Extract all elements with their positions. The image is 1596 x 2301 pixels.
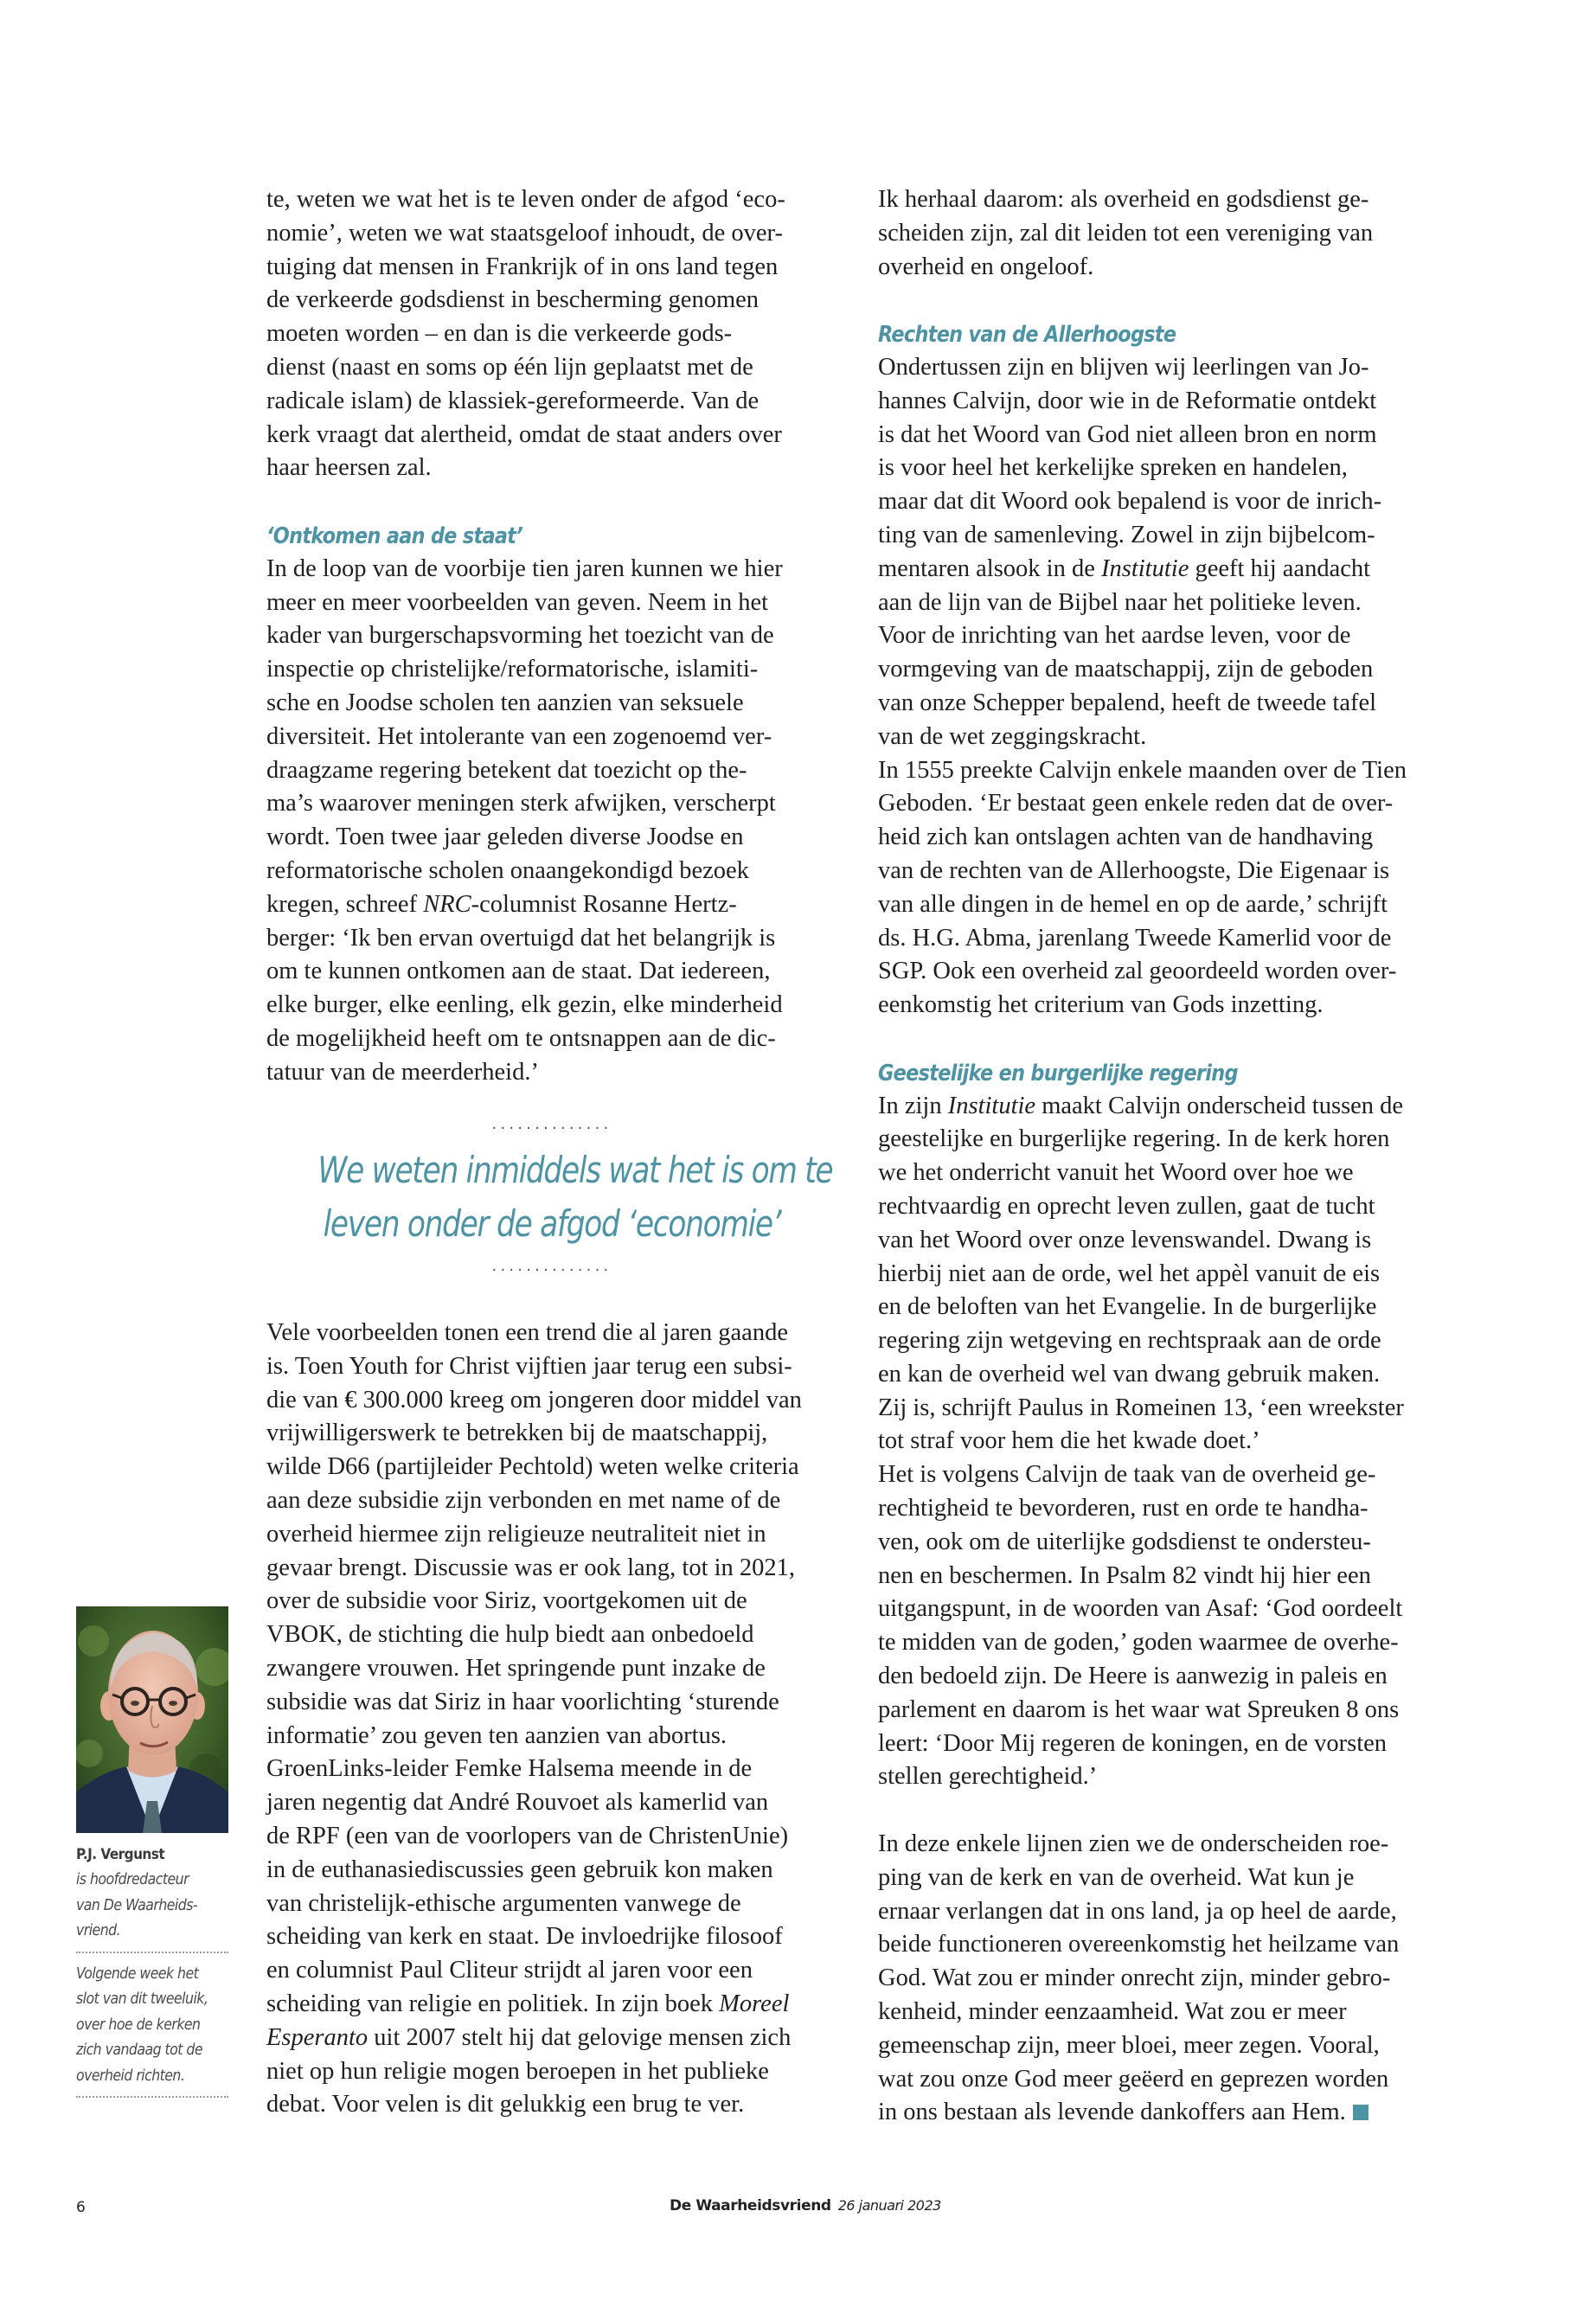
text-line: inspectie op christelijke/reformatorische, islamiti- bbox=[266, 656, 759, 683]
text-line: en de beloften van het Evangelie. In de burgerlijke bbox=[878, 1293, 1377, 1321]
text-line: stellen gerechtigheid.’ bbox=[878, 1763, 1098, 1791]
page-number: 6 bbox=[76, 2199, 86, 2216]
paragraph bbox=[878, 183, 1459, 284]
text-line: regering zijn wetgeving en rechtspraak aan de orde bbox=[878, 1327, 1381, 1355]
caption-line: over hoe de kerken bbox=[76, 2016, 201, 2034]
text-line: diversiteit. Het intolerante van een zogenoemd ver- bbox=[266, 722, 772, 750]
pull-quote-line: We weten inmiddels wat het is om te bbox=[317, 1149, 833, 1191]
text-line: scheiding van kerk en staat. De invloedrijke filosoof bbox=[266, 1923, 783, 1951]
text-line: wordt. Toen twee jaar geleden diverse Joodse en bbox=[266, 824, 744, 851]
text-line: sche en Joodse scholen ten aanzien van seksuele bbox=[266, 689, 744, 716]
author-bio bbox=[76, 1868, 230, 1945]
publication-date: 26 januari 2023 bbox=[837, 2197, 941, 2214]
text-line: Het is volgens Calvijn de taak van de overheid ge- bbox=[878, 1461, 1376, 1489]
text-line: ven, ook om de uiterlijke godsdienst te ondersteu- bbox=[878, 1528, 1371, 1555]
text-line: God. Wat zou er minder onrecht zijn, minder gebro- bbox=[878, 1965, 1391, 1992]
article-column-left-lower bbox=[266, 1317, 837, 2122]
text-line: tatuur van de meerderheid.’ bbox=[266, 1058, 539, 1086]
section-heading: Geestelijke en burgerlijke regering bbox=[878, 1060, 1238, 1086]
text-line: subsidie was dat Siriz in haar voorlichting ‘sturende bbox=[266, 1688, 779, 1715]
section-heading: Rechten van de Allerhoogste bbox=[878, 322, 1176, 349]
text-line: is. Toen Youth for Christ vijftien jaar terug een subsi- bbox=[266, 1352, 792, 1380]
text-line: overheid en ongeloof. bbox=[878, 253, 1094, 280]
text-line: zwangere vrouwen. Het springende punt inzake de bbox=[266, 1654, 766, 1682]
paragraph bbox=[266, 553, 837, 1090]
spacer bbox=[878, 1794, 1459, 1828]
book-title: Institutie bbox=[1101, 554, 1189, 582]
text-line: in ons bestaan als levende dankoffers aan Hem. bbox=[878, 2096, 1459, 2130]
text-line: van de wet zeggingskracht. bbox=[878, 722, 1147, 750]
section-heading: ‘Ontkomen aan de staat’ bbox=[266, 522, 523, 549]
text-line: van de rechten van de Allerhoogste, Die Eigenaar is bbox=[878, 856, 1390, 884]
text-line: ds. H.G. Abma, jarenlang Tweede Kamerlid voor de bbox=[878, 924, 1392, 952]
caption-line: is hoofdredacteur bbox=[76, 1871, 189, 1888]
text-line: aan de lijn van de Bijbel naar het politieke leven. bbox=[878, 588, 1362, 616]
text-line: ting van de samenleving. Zowel in zijn bijbelcom- bbox=[878, 521, 1375, 548]
text-line: informatie’ zou geven ten aanzien van abortus. bbox=[266, 1721, 727, 1749]
text-line: en columnist Paul Cliteur strijdt al jaren voor een bbox=[266, 1957, 753, 1984]
text-line: Zij is, schrijft Paulus in Romeinen 13, ‘een wreekster bbox=[878, 1394, 1404, 1421]
text-line: over de subsidie voor Siriz, voortgekomen uit de bbox=[266, 1587, 747, 1615]
text-line: in de euthanasiediscussies geen gebruik kon maken bbox=[266, 1856, 773, 1883]
text-line: te, weten we wat het is te leven onder de afgod ‘eco- bbox=[266, 186, 785, 213]
pull-quote bbox=[266, 1116, 837, 1275]
text-line: we het onderricht vanuit het Woord over hoe we bbox=[878, 1159, 1354, 1187]
caption-line: overheid richten. bbox=[76, 2067, 185, 2085]
text-line: tuiging dat mensen in Frankrijk of in ons land tegen bbox=[266, 253, 779, 280]
text-line: leert: ‘Door Mij regeren de koningen, en de vorsten bbox=[878, 1729, 1388, 1757]
text-line: VBOK, de stichting die hulp biedt aan onbedoeld bbox=[266, 1621, 754, 1649]
text-line: wilde D66 (partijleider Pechtold) weten welke criteria bbox=[266, 1453, 799, 1481]
book-title: Institutie bbox=[947, 1092, 1036, 1119]
caption-line: van De Waarheids- bbox=[76, 1896, 198, 1914]
text-line: vormgeving van de maatschappij, zijn de geboden bbox=[878, 656, 1374, 683]
text-line: gemeenschap zijn, meer bloei, meer zegen. Vooral, bbox=[878, 2031, 1380, 2059]
text-line: van christelijk-ethische argumenten vanwege de bbox=[266, 1889, 741, 1917]
text-line: Geboden. ‘Er bestaat geen enkele reden dat de over- bbox=[878, 790, 1394, 817]
text-line: heid zich kan ontslagen achten van de handhaving bbox=[878, 824, 1374, 851]
book-title: Moreel bbox=[719, 1990, 790, 2017]
text-line: aan deze subsidie zijn verbonden en met name of de bbox=[266, 1486, 781, 1514]
text-line: nomie’, weten we wat staatsgeloof inhoudt, de over- bbox=[266, 219, 783, 247]
text-line: In de loop van de voorbije tien jaren kunnen we hier bbox=[266, 554, 783, 582]
text-line: ma’s waarover meningen sterk afwijken, verscherpt bbox=[266, 790, 776, 817]
text-line: maar dat dit Woord ook bepalend is voor de inrich- bbox=[878, 488, 1382, 516]
text-line: haar heersen zal. bbox=[266, 454, 432, 482]
caption-line: Volgende week het bbox=[76, 1965, 199, 1983]
text-line: dienst (naast en soms op één lijn geplaatst met de bbox=[266, 353, 753, 381]
text-line: beide functioneren overeenkomstig het heilzame van bbox=[878, 1931, 1400, 1958]
dotted-divider-bottom: .............. bbox=[491, 1257, 612, 1275]
text-line: vrijwilligerswerk te betrekken bij de maatschappij, bbox=[266, 1420, 768, 1447]
text-line: die van € 300.000 kreeg om jongeren door middel van bbox=[266, 1386, 802, 1413]
article-column-right bbox=[878, 183, 1459, 2130]
text-line: van onze Schepper bepalend, heeft de tweede tafel bbox=[878, 689, 1377, 716]
text-line: is voor heel het kerkelijke spreken en handelen, bbox=[878, 454, 1348, 482]
text-line: tot straf voor hem die het kwade doet.’ bbox=[878, 1427, 1260, 1455]
text-line: Esperanto uit 2007 stelt hij dat gelovige mensen zich bbox=[266, 2023, 792, 2051]
pull-quote-line: leven onder de afgod ‘economie’ bbox=[323, 1202, 781, 1245]
end-of-article-square-icon bbox=[1353, 2105, 1368, 2120]
paragraph bbox=[266, 1317, 837, 2122]
next-week-note bbox=[76, 1962, 230, 2090]
footer-publication bbox=[670, 2197, 941, 2214]
text-line: van alle dingen in de hemel en op de aarde,’ schrijft bbox=[878, 890, 1388, 918]
author-portrait-icon bbox=[76, 1606, 228, 1833]
text-line: Vele voorbeelden tonen een trend die al jaren gaande bbox=[266, 1319, 788, 1346]
text-line: van het Woord over onze levenswandel. Dwang is bbox=[878, 1226, 1372, 1253]
text-line: eenkomstig het criterium van Gods inzetting. bbox=[878, 991, 1324, 1019]
text-line: berger: ‘Ik ben ervan overtuigd dat het belangrijk is bbox=[266, 924, 776, 952]
text-line: nen en beschermen. In Psalm 82 vindt hij hier een bbox=[878, 1561, 1371, 1589]
text-line: jaren negentig dat André Rouvoet als kamerlid van bbox=[266, 1789, 769, 1817]
text-line: Ik herhaal daarom: als overheid en godsdienst ge- bbox=[878, 186, 1369, 213]
text-line: kader van burgerschapsvorming het toezicht van de bbox=[266, 622, 774, 650]
spacer bbox=[266, 485, 837, 519]
text-line: kregen, schreef NRC-columnist Rosanne Hertz- bbox=[266, 890, 737, 918]
text-line: te midden van de goden,’ goden waarmee de overhe- bbox=[878, 1629, 1399, 1657]
text-line: wat zou onze God meer geëerd en geprezen worden bbox=[878, 2065, 1389, 2093]
text-line: In zijn Institutie maakt Calvijn onderscheid tussen de bbox=[878, 1092, 1404, 1119]
text-line: den bedoeld zijn. De Heere is aanwezig in paleis en bbox=[878, 1663, 1388, 1690]
paragraph-closing bbox=[878, 1828, 1459, 2130]
text-line: ernaar verlangen dat in ons land, ja op heel de aarde, bbox=[878, 1897, 1397, 1925]
text-line: Ondertussen zijn en blijven wij leerlingen van Jo- bbox=[878, 353, 1369, 381]
text-line: In 1555 preekte Calvijn enkele maanden over de Tien bbox=[878, 756, 1407, 784]
text-line: de RPF (een van de voorlopers van de ChristenUnie) bbox=[266, 1822, 789, 1849]
text-line: hierbij niet aan de orde, wel het appèl vanuit de eis bbox=[878, 1259, 1381, 1287]
caption-line: slot van dit tweeluik, bbox=[76, 1990, 208, 2008]
author-portrait-photo bbox=[76, 1606, 228, 1833]
paragraph bbox=[266, 183, 837, 485]
text-line: overheid hiermee zijn religieuze neutraliteit niet in bbox=[266, 1520, 766, 1548]
text-line: kenheid, minder eenzaamheid. Wat zou er meer bbox=[878, 1998, 1347, 2026]
text-line: kerk vraagt dat alertheid, omdat de staat anders over bbox=[266, 420, 782, 448]
text-line: de mogelijkheid heeft om te ontsnappen aan de dic- bbox=[266, 1024, 776, 1052]
text-line: moeten worden – en dan is die verkeerde gods- bbox=[266, 320, 733, 348]
text-line: gevaar brengt. Discussie was er ook lang, tot in 2021, bbox=[266, 1554, 796, 1581]
author-caption bbox=[76, 1843, 230, 2106]
article-column-left bbox=[266, 183, 837, 1090]
text-line: rechtigheid te bevorderen, rust en orde te handha- bbox=[878, 1495, 1368, 1522]
text-line: uitgangspunt, in de woorden van Asaf: ‘God oordeelt bbox=[878, 1595, 1403, 1623]
spacer bbox=[878, 1022, 1459, 1056]
text-line: In deze enkele lijnen zien we de onderscheiden roe- bbox=[878, 1830, 1389, 1858]
text-line: elke burger, elke eenling, elk gezin, elke minderheid bbox=[266, 991, 783, 1019]
text-line: Voor de inrichting van het aardse leven, voor de bbox=[878, 622, 1351, 650]
text-line: reformatorische scholen onaangekondigd bezoek bbox=[266, 856, 749, 884]
text-line: om te kunnen ontkomen aan de staat. Dat iedereen, bbox=[266, 958, 771, 985]
publication-name: NRC bbox=[423, 890, 471, 918]
text-line: SGP. Ook een overheid zal geoordeeld worden over- bbox=[878, 958, 1397, 985]
text-line: GroenLinks-leider Femke Halsema meende in de bbox=[266, 1755, 753, 1783]
dotted-divider bbox=[76, 2096, 228, 2098]
text-line: de verkeerde godsdienst in bescherming genomen bbox=[266, 286, 760, 314]
dotted-divider-top: .............. bbox=[491, 1115, 612, 1133]
spacer bbox=[878, 284, 1459, 317]
text-line: mentaren alsook in de Institutie geeft hij aandacht bbox=[878, 554, 1371, 582]
caption-line: vriend. bbox=[76, 1922, 121, 1939]
text-line: scheiden zijn, zal dit leiden tot een vereniging van bbox=[878, 219, 1374, 247]
text-line: draagzame regering betekent dat toezicht op the- bbox=[266, 756, 747, 784]
text-line: radicale islam) de klassiek-gereformeerde. Van de bbox=[266, 387, 760, 414]
author-name: P.J. Vergunst bbox=[76, 1846, 165, 1863]
text-line: ping van de kerk en van de overheid. Wat kun je bbox=[878, 1863, 1355, 1891]
text-line: parlement en daarom is het waar wat Spreuken 8 ons bbox=[878, 1695, 1400, 1723]
text-line: geestelijke en burgerlijke regering. In de kerk horen bbox=[878, 1125, 1390, 1153]
text-line: hannes Calvijn, door wie in de Reformatie ontdekt bbox=[878, 387, 1377, 414]
book-title: Esperanto bbox=[266, 2023, 369, 2051]
text-line: rechtvaardig en oprecht leven zullen, gaat de tucht bbox=[878, 1192, 1375, 1220]
text-line: debat. Voor velen is dit gelukkig een brug te ver. bbox=[266, 2091, 745, 2118]
text-line: niet op hun religie mogen beroepen in het publieke bbox=[266, 2057, 769, 2085]
text-line: scheiding van religie en politiek. In zijn boek Moreel bbox=[266, 1990, 790, 2017]
paragraph bbox=[878, 351, 1459, 1022]
text-line: is dat het Woord van God niet alleen bron en norm bbox=[878, 420, 1377, 448]
caption-line: zich vandaag tot de bbox=[76, 2041, 202, 2059]
text-line: meer en meer voorbeelden van geven. Neem in het bbox=[266, 588, 769, 616]
publication-name: De Waarheidsvriend bbox=[670, 2197, 831, 2214]
paragraph bbox=[878, 1090, 1459, 1795]
text-line: en kan de overheid wel van dwang gebruik maken. bbox=[878, 1360, 1381, 1388]
dotted-divider bbox=[76, 1952, 228, 1953]
